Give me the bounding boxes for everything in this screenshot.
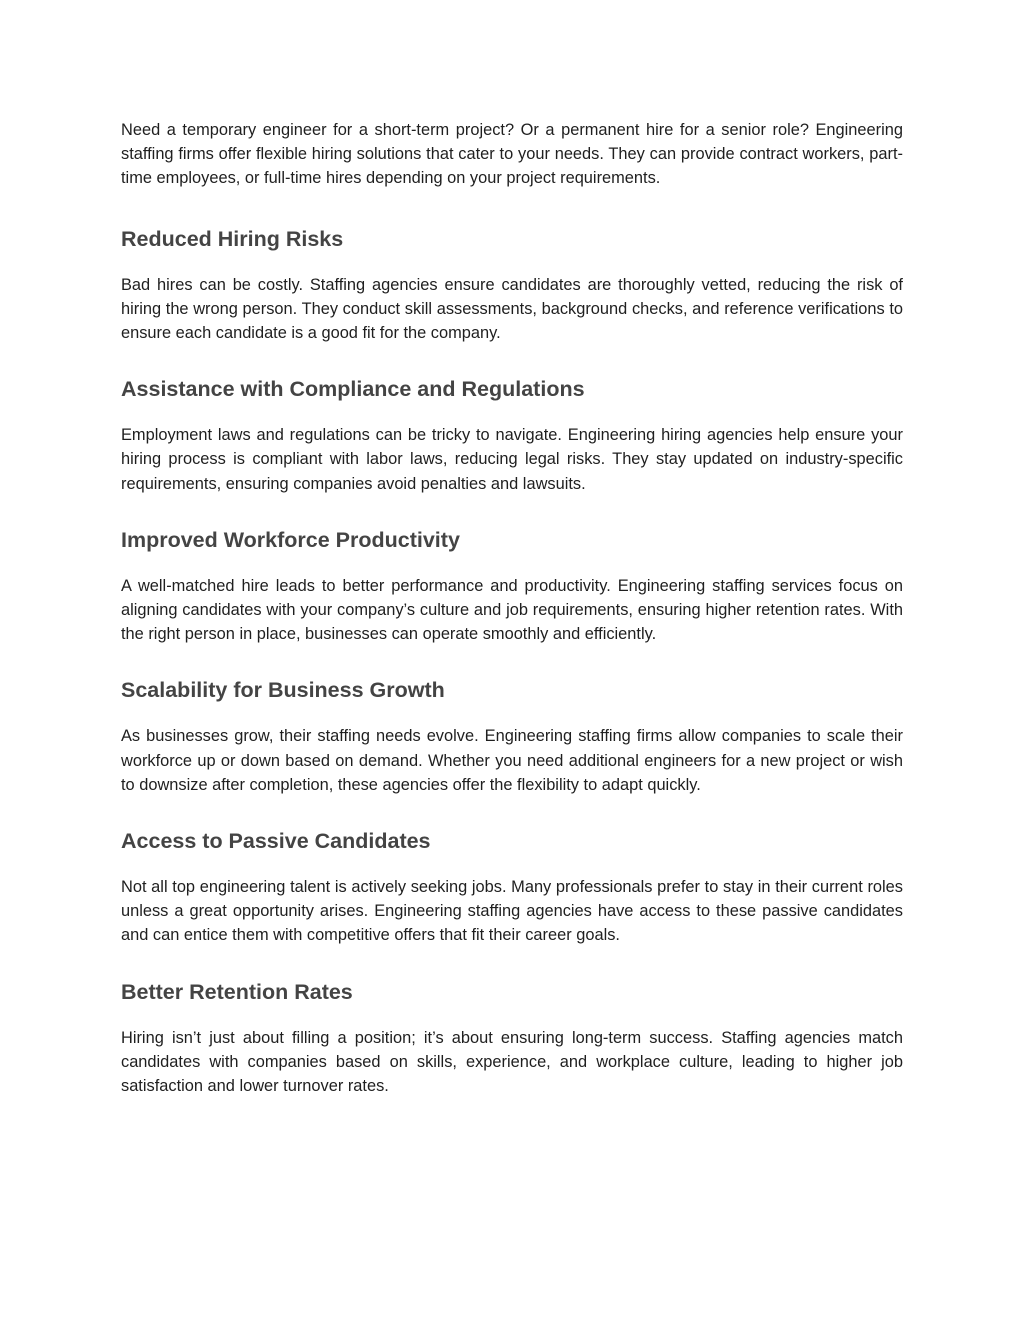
section-heading: Improved Workforce Productivity: [121, 527, 460, 552]
section-compliance-regulations: [121, 375, 903, 496]
section-paragraph: Not all top engineering talent is actively seeking jobs. Many professionals prefer to stay in their current roles unless a great opportunity arises. Engineering staffing agencies have access to these passive candidates and can entice them with competitive offers that fit their career goals.: [121, 878, 903, 945]
section-paragraph: Bad hires can be costly. Staffing agencies ensure candidates are thoroughly vetted, reducing the risk of hiring the wrong person. They conduct skill assessments, background checks, and reference verifications to ensure each candidate is a good fit for the company.: [121, 275, 903, 343]
section-reduced-hiring-risks: [121, 225, 903, 346]
section-heading: Access to Passive Candidates: [121, 829, 431, 854]
section-heading: Reduced Hiring Risks: [121, 226, 344, 251]
document-page: [121, 118, 903, 1128]
section-workforce-productivity: [121, 526, 903, 647]
section-heading: Better Retention Rates: [121, 979, 353, 1004]
section-paragraph: Employment laws and regulations can be tricky to navigate. Engineering hiring agencies help ensure your hiring process is compliant with labor laws, reducing legal risks. They stay updated on industry-specific requirements, ensuring companies avoid penalties and lawsuits.: [121, 426, 903, 493]
section-retention-rates: [121, 978, 903, 1099]
section-passive-candidates: [121, 827, 903, 948]
section-scalability: [121, 676, 903, 797]
section-paragraph: As businesses grow, their staffing needs evolve. Engineering staffing firms allow companies to scale their workforce up or down based on demand. Whether you need additional engineers for a new project or wish to downsize after completion, these agencies offer the flexibility to adapt quickly.: [121, 727, 903, 794]
section-paragraph: Hiring isn’t just about filling a position; it’s about ensuring long-term success. Staffing agencies match candidates with companies based on skills, experience, and workplace culture, leading to higher job satisfaction and lower turnover rates.: [121, 1028, 903, 1096]
section-paragraph: A well-matched hire leads to better performance and productivity. Engineering staffing services focus on aligning candidates with your company’s culture and job requirements, ensuring higher retention rates. With the right person in place, businesses can operate smoothly and efficiently.: [121, 576, 903, 644]
section-heading: Scalability for Business Growth: [121, 678, 445, 703]
intro-paragraph: Need a temporary engineer for a short-term project? Or a permanent hire for a senior role? Engineering staffing firms offer flexible hiring solutions that cater to your needs. They can provide contract workers, part-time employees, or full-time hires depending on your project requirements.: [121, 121, 903, 188]
section-heading: Assistance with Compliance and Regulations: [121, 377, 585, 402]
